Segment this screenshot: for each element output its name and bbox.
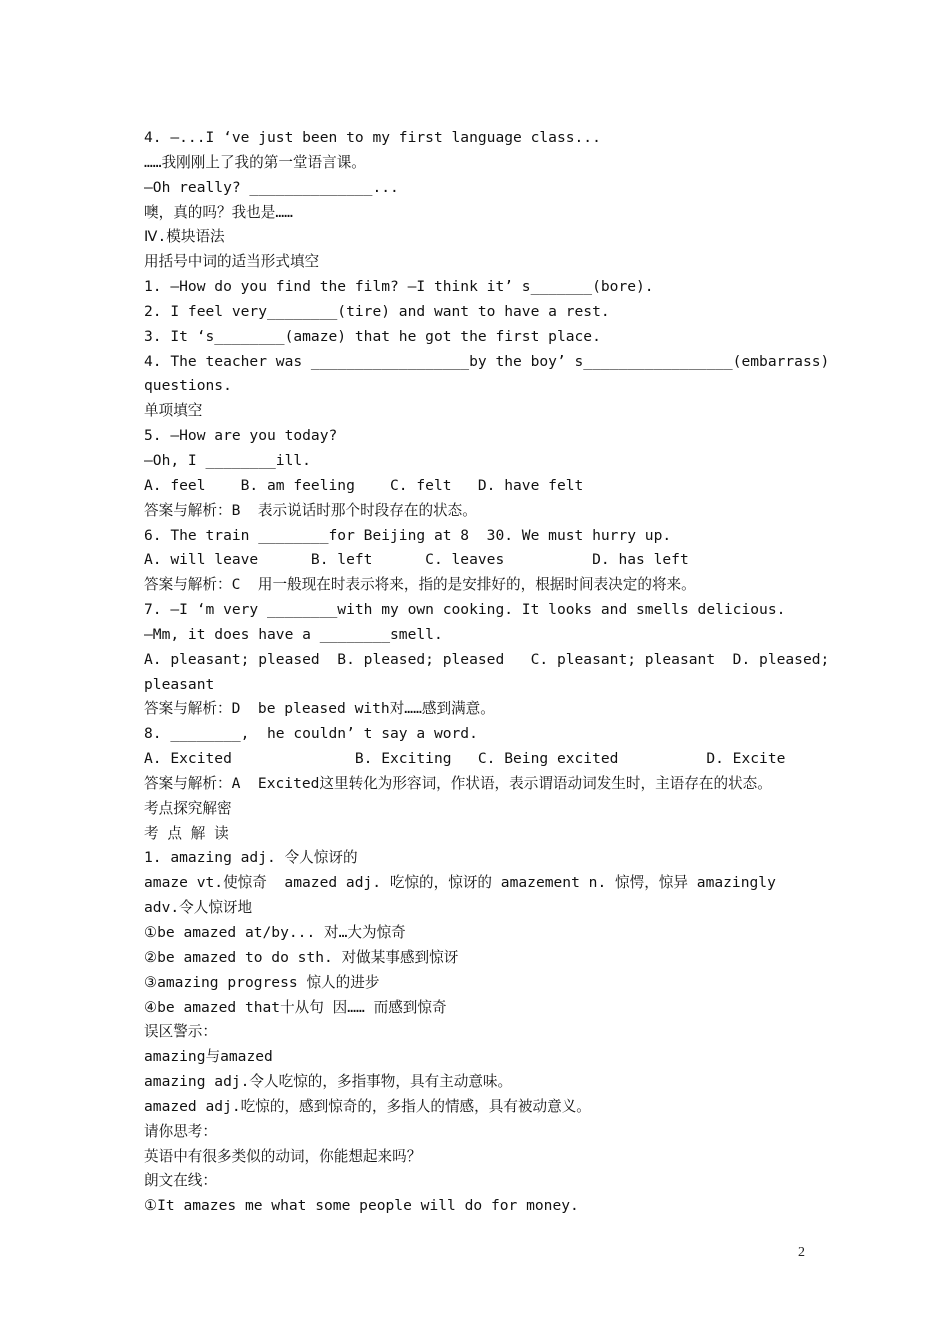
text-line: adv.令人惊讶地 [144,899,253,917]
text-line: 1. —How do you find the film? —I think it’ s_______(bore). [144,278,654,296]
text-line: 答案与解析：B 表示说话时那个时段存在的状态。 [144,501,477,519]
text-line: A. will leave B. left C. leaves D. has left [144,551,689,569]
text-line: —Mm, it does have a ________smell. [144,625,443,643]
text-line: 用括号中词的适当形式填空 [144,253,320,271]
text-line: pleasant [144,675,215,693]
text-line: Ⅳ.模块语法 [144,228,225,246]
text-line: 5. —How are you today? [144,427,338,445]
text-line: 考 点 解 读 [144,824,229,842]
text-line: 英语中有很多类似的动词，你能想起来吗？ [144,1147,422,1165]
text-line: 7. —I ‘m very ________with my own cooking. It looks and smells delicious. [144,601,786,619]
text-line: 答案与解析：A Excited这里转化为形容词，作状语，表示谓语动词发生时，主语存在的状态。 [144,774,772,792]
text-line: 1. amazing adj. 令人惊讶的 [144,849,358,867]
text-line: 答案与解析：C 用一般现在时表示将来，指的是安排好的，根据时间表决定的将来。 [144,576,696,594]
text-line: amazing与amazed [144,1048,273,1066]
text-line: A. feel B. am feeling C. felt D. have felt [144,476,584,494]
text-line: amazing adj.令人吃惊的，多指事物，具有主动意味。 [144,1073,513,1091]
text-line: ②be amazed to do sth. 对做某事感到惊讶 [144,948,459,966]
text-line: A. Excited B. Exciting C. Being excited D. Excite [144,750,786,768]
text-line: 6. The train ________for Beijing at 8 30. We must hurry up. [144,526,672,544]
text-line: questions. [144,377,232,395]
text-line: 误区警示： [144,1023,217,1041]
text-line: 单项填空 [144,402,203,420]
page-number: 2 [798,1245,805,1260]
text-line: 朗文在线： [144,1172,217,1190]
text-line: 3. It ‘s________(amaze) that he got the first place. [144,327,601,345]
text-line: 4. —...I ‘ve just been to my first language class... [144,129,601,146]
text-line: ①It amazes me what some people will do for money. [144,1197,579,1215]
text-line: 考点探究解密 [144,799,232,817]
text-line: 答案与解析：D be pleased with对……感到满意。 [144,700,495,718]
text-line: 请你思考： [144,1122,217,1140]
text-line: ①be amazed at/by... 对…大为惊奇 [144,924,406,941]
text-line: 8. ________, he couldn’ t say a word. [144,725,478,743]
text-line: —Oh really? ______________... [144,178,399,196]
text-line: A. pleasant; pleased B. pleased; pleased C. pleasant; pleasant D. pleased; [144,650,830,668]
text-line: 噢，真的吗？我也是…… [144,203,293,221]
text-line: ……我刚刚上了我的第一堂语言课。 [144,153,366,171]
text-line: —Oh, I ________ill. [144,451,311,469]
text-line: amazed adj.吃惊的，感到惊奇的，多指人的情感，具有被动意义。 [144,1097,591,1115]
text-line: 4. The teacher was __________________by the boy’ s_________________(embarrass) [144,352,830,370]
text-line: ③amazing progress 惊人的进步 [144,973,380,991]
text-line: ④be amazed that十从句 因…… 而感到惊奇 [144,998,447,1016]
page-content [144,126,830,1219]
text-line: amaze vt.使惊奇 amazed adj. 吃惊的，惊讶的 amazement n. 惊愕，惊异 amazingly [144,874,776,892]
text-line: 2. I feel very________(tire) and want to have a rest. [144,302,610,320]
